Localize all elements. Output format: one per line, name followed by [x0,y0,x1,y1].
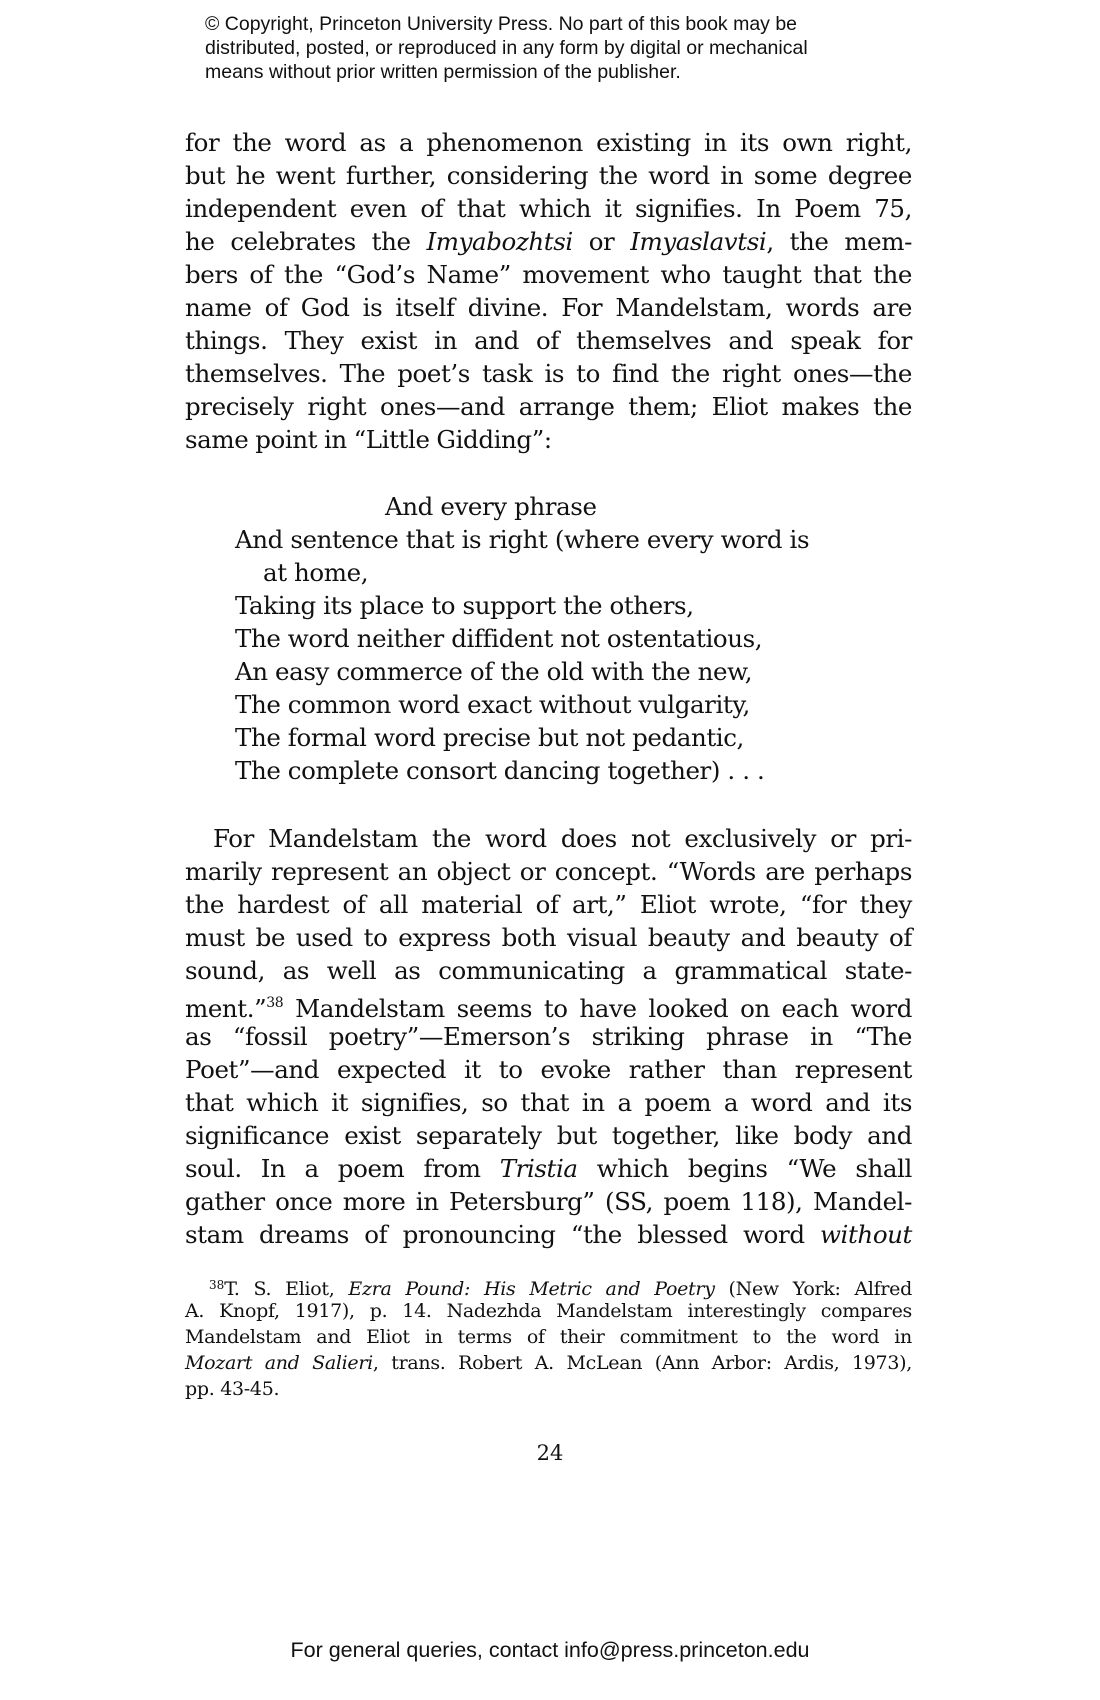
text-line: sound, as well as communicating a grammatical state- [185,956,912,985]
text-line: he celebrates the Imyabozhtsi or Imyaslavtsi, the mem- [185,227,912,256]
poem-line: The word neither diffident not ostentatious, [235,624,763,653]
text-line: same point in “Little Gidding”: [185,425,552,454]
poem-line: Taking its place to support the others, [235,591,694,620]
copyright-line: © Copyright, Princeton University Press. No part of this book may be [205,13,798,35]
text-line: but he went further, considering the word in some degree [185,161,912,190]
poem-line: The common word exact without vulgarity, [235,690,750,719]
footnote-line: Mozart and Salieri, trans. Robert A. McLean (Ann Arbor: Ardis, 1973), [185,1352,912,1374]
text-line: that which it signifies, so that in a poem a word and its [185,1088,912,1117]
paragraph-1 [185,126,912,456]
text-line: bers of the “God’s Name” movement who taught that the [185,260,912,289]
footnote-line: pp. 43-45. [185,1378,280,1400]
text-line: ment.”$^{38}$ Mandelstam seems to have looked on each word [185,994,912,1023]
text-line: things. They exist in and of themselves and speak for [185,326,912,355]
text-line: for the word as a phenomenon existing in its own right, [185,128,912,157]
text-line: independent even of that which it signifies. In Poem 75, [185,194,912,223]
copyright-line: distributed, posted, or reproduced in any form by digital or mechanical [205,37,808,59]
poem-line: at home, [263,558,369,587]
text-line: themselves. The poet’s task is to find the right ones—the [185,359,912,388]
text-line: soul. In a poem from Tristia which begins “We shall [185,1154,912,1183]
poem-quote [235,490,875,787]
text-line: as “fossil poetry”—Emerson’s striking phrase in “The [185,1022,912,1051]
poem-line: And every phrase [385,492,597,521]
footnote-reference: 38 [266,995,284,1011]
footnote-38 [185,1272,912,1402]
footnote-marker: 38 [209,1278,225,1292]
copyright-line: means without prior written permission of the publisher. [205,61,681,83]
text-line: must be used to express both visual beauty and beauty of [185,923,912,952]
text-line: gather once more in Petersburg” (SS, poem 118), Mandel- [185,1187,912,1216]
poem-line: The formal word precise but not pedantic, [235,723,744,752]
poem-line: The complete consort dancing together) . . . [235,756,765,785]
copyright-notice [205,12,925,84]
text-line: For Mandelstam the word does not exclusively or pri- [213,824,912,853]
footnote-line: Mandelstam and Eliot in terms of their commitment to the word in [185,1326,912,1348]
text-line: the hardest of all material of art,” Eliot wrote, “for they [185,890,912,919]
poem-line: An easy commerce of the old with the new, [235,657,753,686]
text-line: name of God is itself divine. For Mandelstam, words are [185,293,912,322]
text-line: significance exist separately but together, like body and [185,1121,912,1150]
paragraph-2 [185,822,912,1251]
page-number: 24 [536,1441,564,1465]
text-line: stam dreams of pronouncing “the blessed word without [185,1220,912,1249]
text-line: marily represent an object or concept. “Words are perhaps [185,857,912,886]
footnote-line: A. Knopf, 1917), p. 14. Nadezhda Mandelstam interestingly compares [185,1300,912,1322]
footnote-line: $^{38}$T. S. Eliot, Ezra Pound: His Metric and Poetry (New York: Alfred [209,1278,912,1300]
poem-line: And sentence that is right (where every word is [235,525,810,554]
text-line: Poet”—and expected it to evoke rather than represent [185,1055,912,1084]
text-line: precisely right ones—and arrange them; Eliot makes the [185,392,912,421]
footer-contact: For general queries, contact info@press.princeton.edu [290,1638,810,1662]
